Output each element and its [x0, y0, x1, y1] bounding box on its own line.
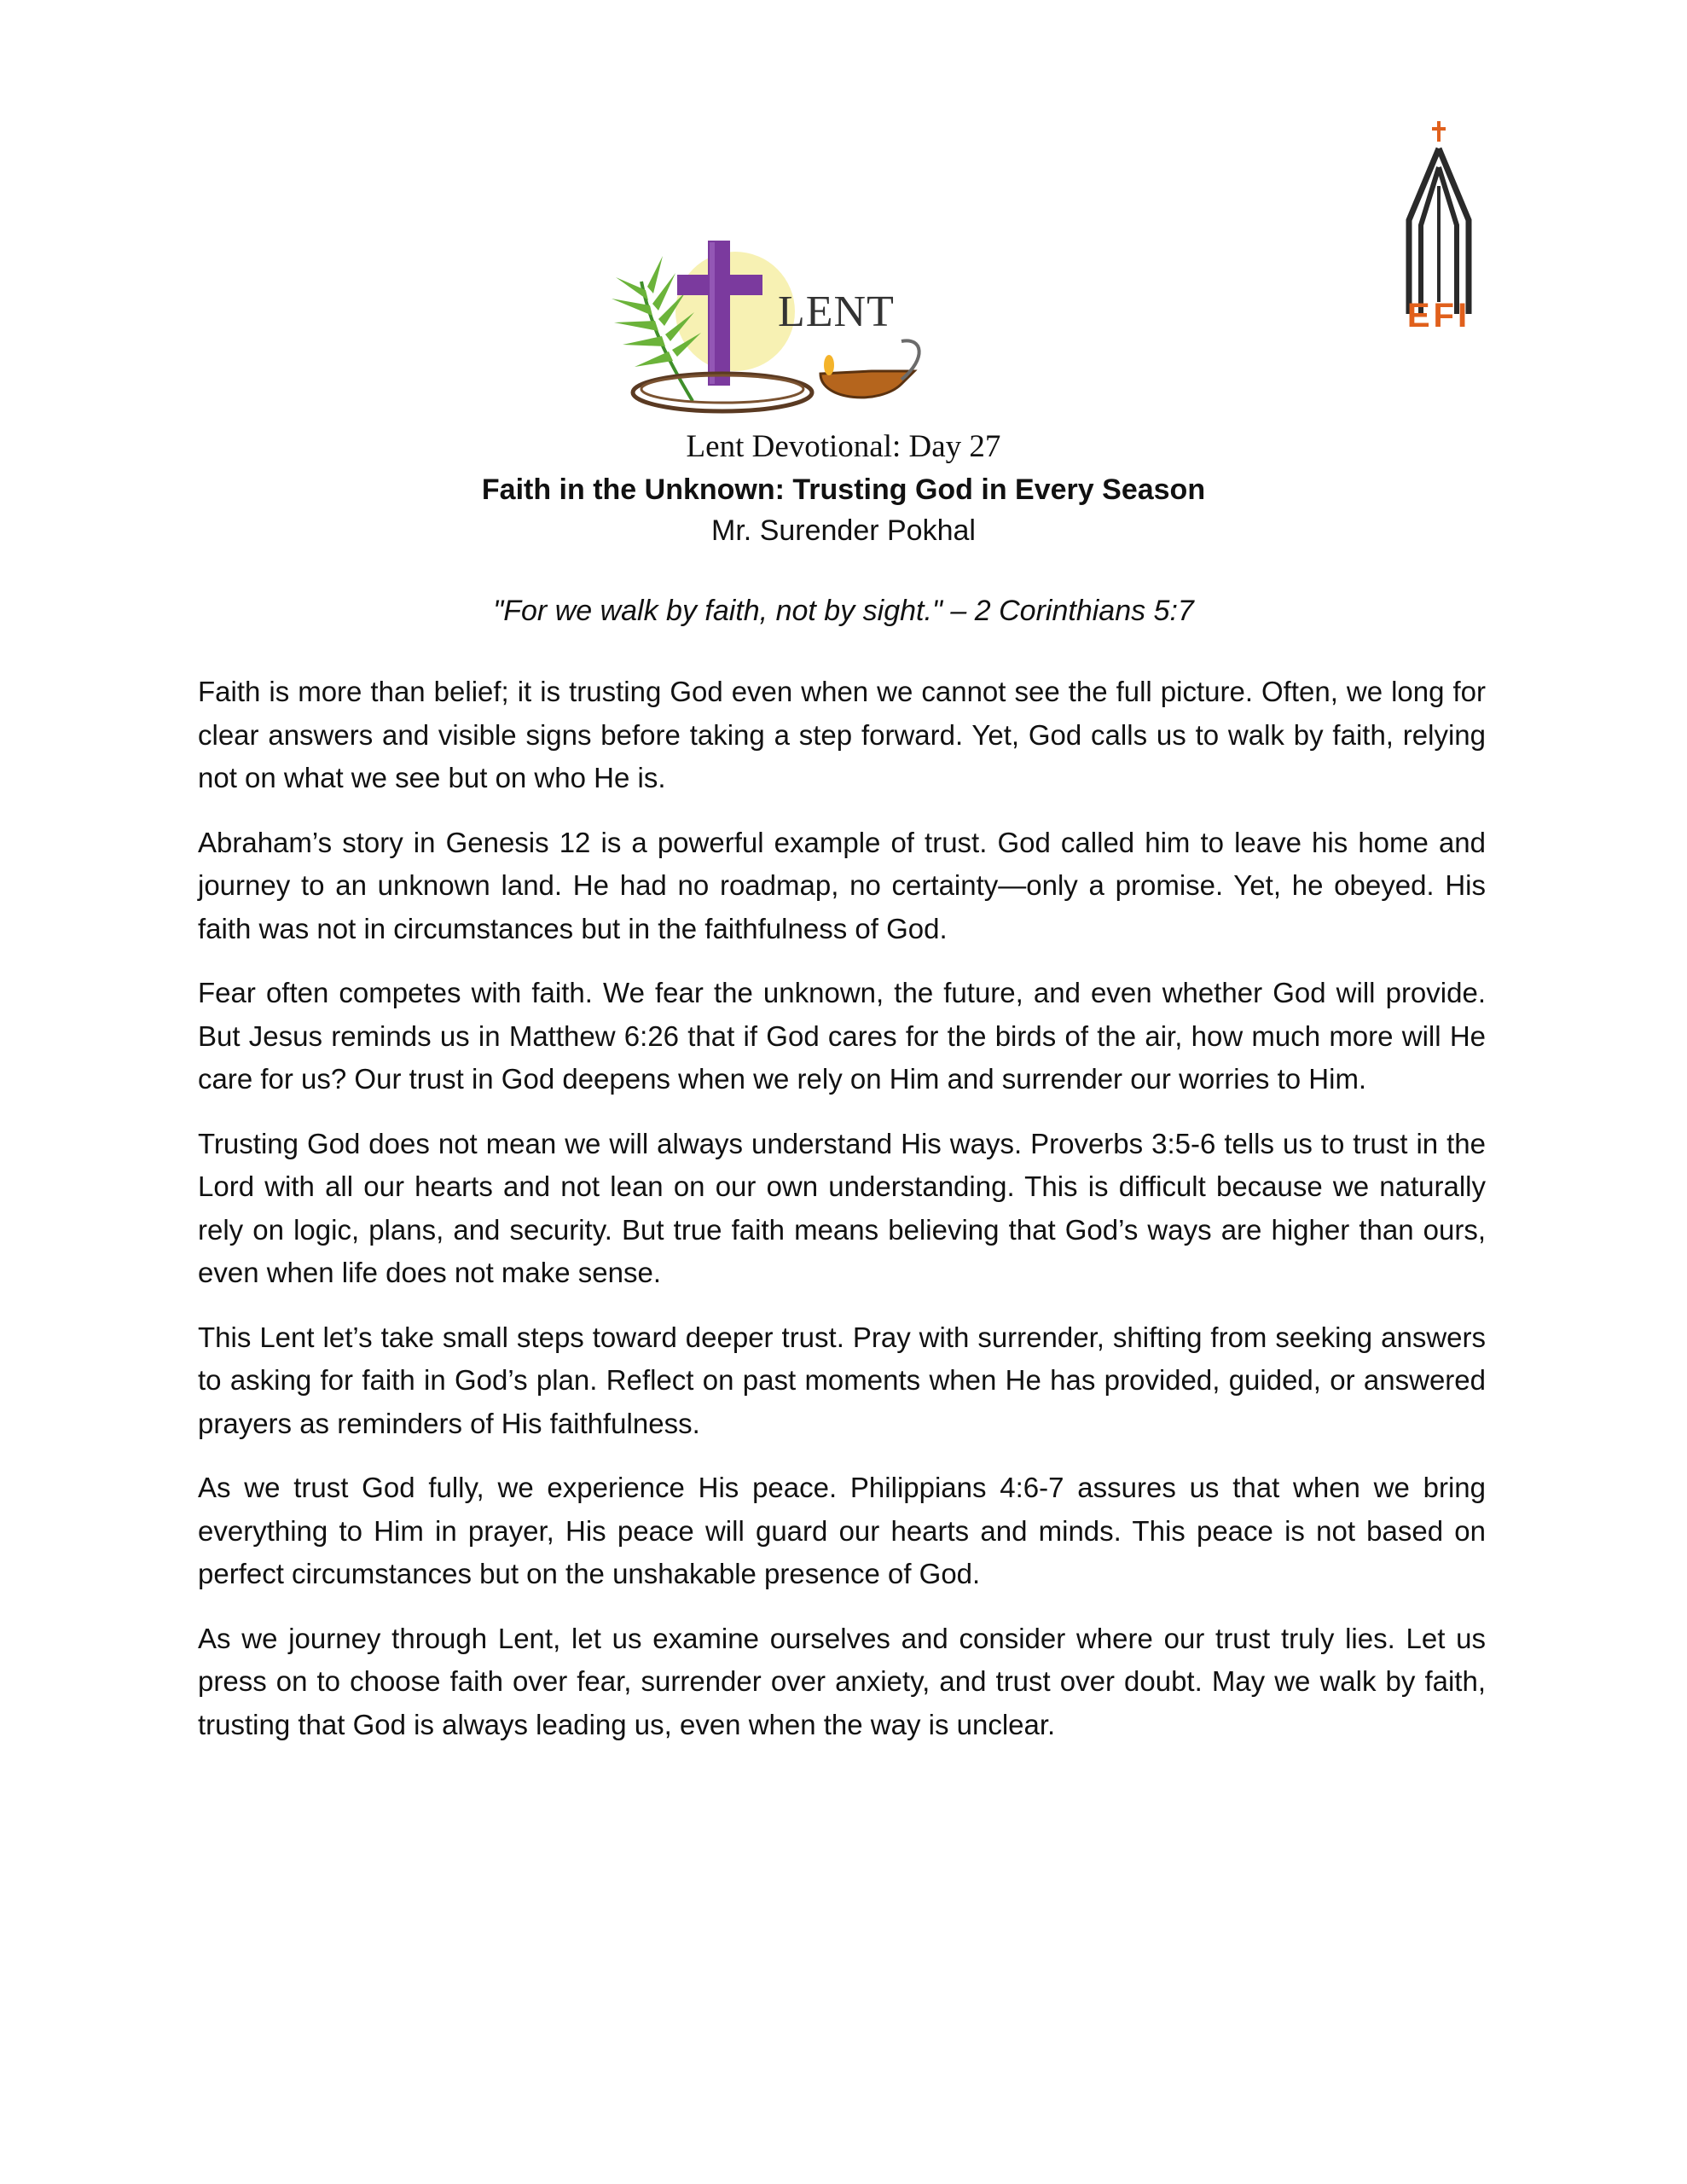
body-paragraph: Abraham’s story in Genesis 12 is a powerful example of trust. God called him to leave his home and journey to an unknown land. He had no roadmap, no certainty—only a promise. Yet, he obeyed. His faith was not in circumstances but in the faithfulness of God. [198, 826, 1486, 944]
svg-text:LENT: LENT [778, 288, 895, 336]
efi-logo [1390, 119, 1484, 328]
devotional-body [198, 671, 1486, 1768]
body-paragraph: Trusting God does not mean we will always understand His ways. Proverbs 3:5-6 tells us to trust in the Lord with all our hearts and not lean on our own understanding. This is difficult because we naturally rely on logic, plans, and security. But true faith means believing that God’s ways are higher than ours, even when life does not make sense. [198, 1127, 1486, 1288]
lent-emblem-icon [565, 230, 991, 422]
efi-logo-text: EFI [1406, 297, 1471, 328]
series-title: Lent Devotional: Day 27 [686, 429, 1001, 464]
key-verse: "For we walk by faith, not by sight." – 2 Corinthians 5:7 [493, 595, 1194, 627]
devotional-title: Faith in the Unknown: Trusting God in Every Season [481, 473, 1206, 506]
body-paragraph: As we journey through Lent, let us examine ourselves and consider where our trust truly lies. Let us press on to choose faith over fear, surrender over anxiety, and trust over doubt. May we walk by faith, trusting that God is always leading us, even when the way is unclear. [198, 1622, 1486, 1740]
body-paragraph: Fear often competes with faith. We fear the unknown, the future, and even whether God will provide. But Jesus reminds us in Matthew 6:26 that if God cares for the birds of the air, how much more will He care for us? Our trust in God deepens when we rely on Him and surrender our worries to Him. [198, 977, 1486, 1095]
body-paragraph: Faith is more than belief; it is trusting God even when we cannot see the full picture. Often, we long for clear answers and visible signs before taking a step forward. Yet, God calls us to walk by faith, relying not on what we see but on who He is. [198, 676, 1486, 793]
church-spire-icon [1390, 119, 1484, 328]
body-paragraph: As we trust God fully, we experience His peace. Philippians 4:6-7 assures us that when we bring everything to Him in prayer, His peace will guard our hearts and minds. This peace is not based on perfect circumstances but on the unshakable presence of God. [198, 1472, 1486, 1589]
author-name: Mr. Surender Pokhal [711, 514, 976, 547]
body-paragraph: This Lent let’s take small steps toward deeper trust. Pray with surrender, shifting from seeking answers to asking for faith in God’s plan. Reflect on past moments when He has provided, guided, or answered prayers as reminders of His faithfulness. [198, 1321, 1486, 1439]
